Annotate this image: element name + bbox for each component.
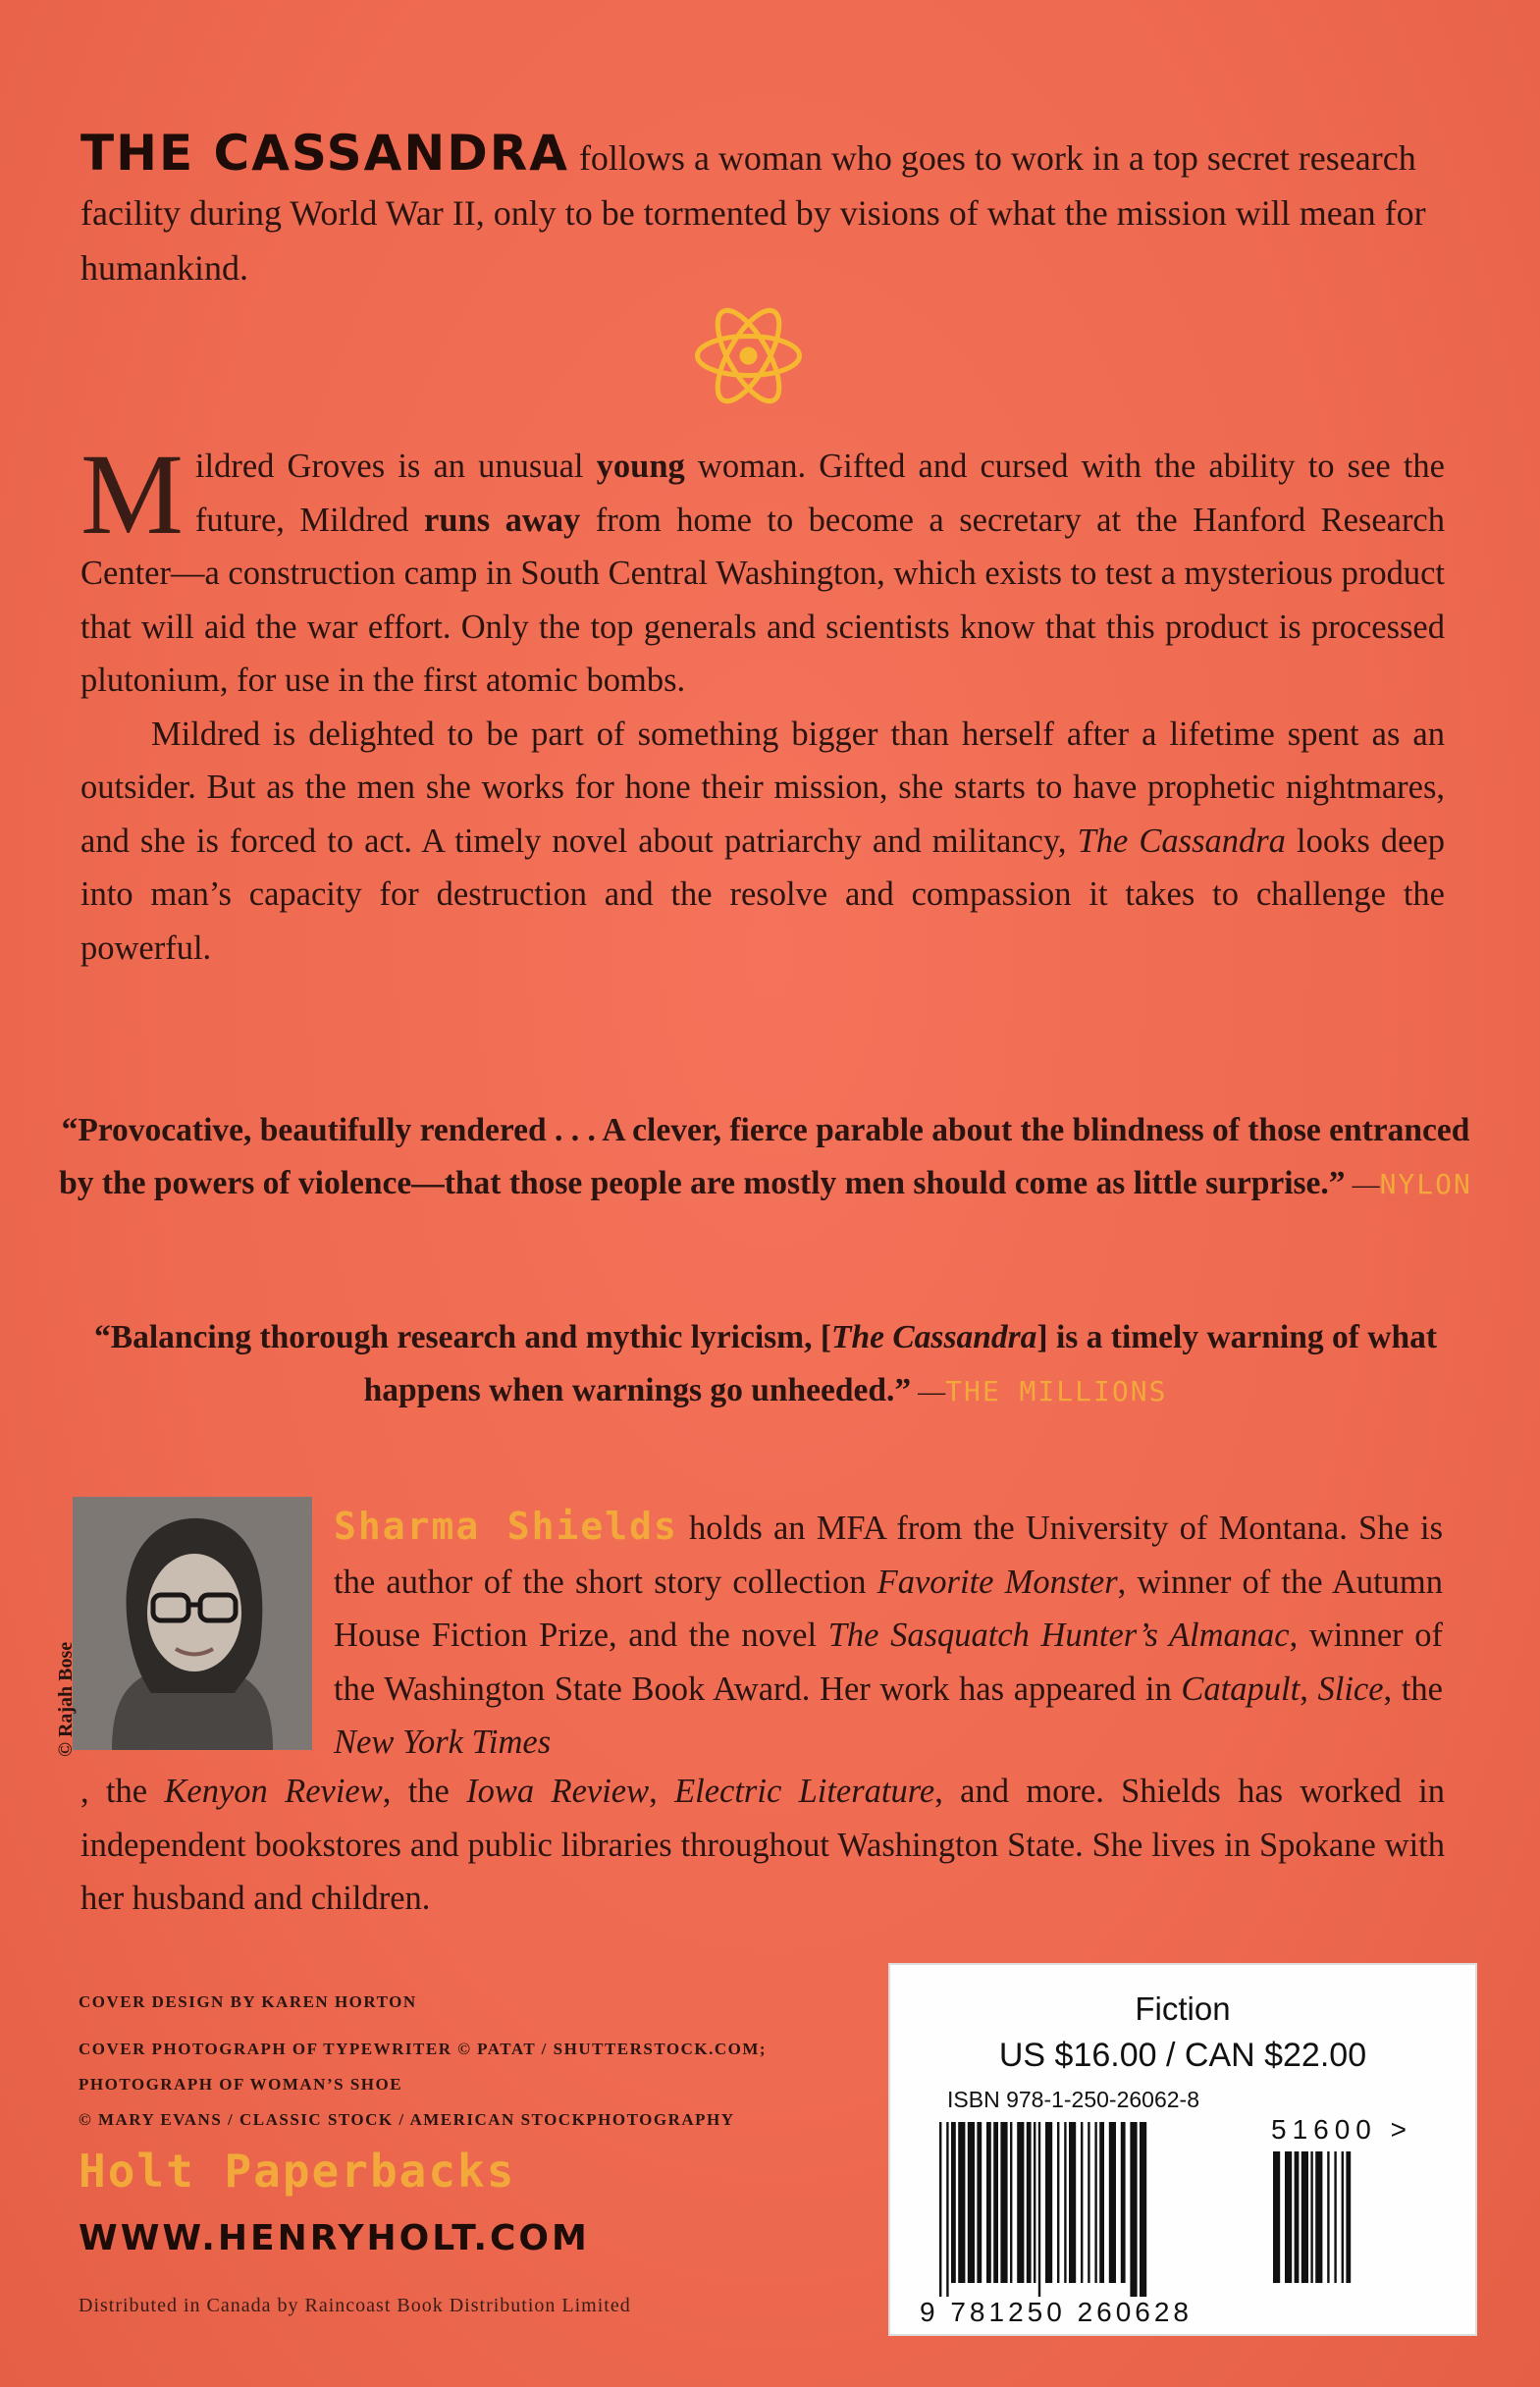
credit-line: © MARY EVANS / CLASSIC STOCK / AMERICAN STOCKPHOTOGRAPHY bbox=[79, 2110, 735, 2129]
intro-text: follows a woman who goes to work in a top secret research facility during World War II, only to be tormented by visions of what the mission will mean for humankind. bbox=[80, 138, 1426, 288]
barcode-bar bbox=[1010, 2122, 1012, 2283]
barcode-bar bbox=[968, 2122, 975, 2283]
barcode-bar bbox=[977, 2122, 982, 2283]
barcode-number: 9 781250 260628 bbox=[920, 2297, 1193, 2327]
barcode-bar bbox=[939, 2122, 941, 2297]
synopsis bbox=[80, 430, 1445, 975]
ean-barcode bbox=[939, 2122, 1253, 2297]
barcode-bar bbox=[1140, 2122, 1146, 2297]
barcode-bar bbox=[1295, 2151, 1300, 2283]
barcode-bar bbox=[1273, 2151, 1280, 2283]
barcode-bar bbox=[1034, 2122, 1036, 2283]
credit-line: COVER PHOTOGRAPH OF TYPEWRITER © PATAT / SHUTTERSTOCK.COM; bbox=[79, 2040, 768, 2058]
barcode-bar bbox=[1099, 2122, 1104, 2283]
review-quote-1: “Provocative, beautifully rendered . . . A clever, fierce parable about the blindness of those entranced by the powers of violence—that those people are mostly men should come as little surprise.” —NYLON bbox=[59, 1112, 1472, 1201]
barcode-bar bbox=[1000, 2122, 1007, 2283]
atom-icon bbox=[687, 294, 810, 417]
barcode-bar bbox=[1094, 2122, 1096, 2283]
publisher-website[interactable]: WWW.HENRYHOLT.COM bbox=[79, 2218, 590, 2258]
synopsis-paragraph-1: Mildred Groves is an unusual young woman. Gifted and cursed with the ability to see the future, Mildred runs away from home to become a secretary at the Hanford Research Center—a construction camp in South Central Washington, which exists to test a mysterious product that will aid the war effort. Only the top generals and scientists know that this product is processed plutonium, for use in the first atomic bombs. bbox=[80, 430, 1445, 699]
highlight-runs-away: runs away bbox=[424, 501, 581, 539]
barcode-bar bbox=[1346, 2151, 1351, 2283]
quote-source-the-millions: THE MILLIONS bbox=[945, 1375, 1168, 1407]
barcode-bar bbox=[993, 2122, 998, 2283]
price: US $16.00 / CAN $22.00 bbox=[998, 2037, 1367, 2074]
barcode-bar bbox=[1045, 2122, 1052, 2283]
barcode-bar bbox=[1342, 2151, 1344, 2283]
intro-paragraph bbox=[80, 126, 1445, 295]
barcode-bar bbox=[1334, 2151, 1336, 2283]
barcode-bar bbox=[958, 2122, 965, 2283]
barcode-bar bbox=[1121, 2122, 1126, 2283]
author-bio-first-lines: Sharma Shields holds an MFA from the University of Montana. She is the author of the short story collection Favorite Monster, winner of the Autumn House Fiction Prize, and the novel The Sasquatch Hunter’s Almanac, winner of the Washington State Book Award. Her work has appeared in Catapult, Slice, the New York Times bbox=[334, 1505, 1444, 1761]
genre: Fiction bbox=[1135, 1990, 1231, 2027]
publisher-name: Holt Paperbacks bbox=[79, 2145, 516, 2198]
barcode-bar bbox=[1038, 2122, 1040, 2297]
barcode-bar bbox=[986, 2122, 991, 2283]
barcode-bar bbox=[1310, 2151, 1312, 2283]
barcode-bar bbox=[1081, 2122, 1083, 2283]
distribution-note: Distributed in Canada by Raincoast Book Distribution Limited bbox=[79, 2295, 631, 2316]
photo-credit: © Rajah Bose bbox=[55, 1641, 77, 1757]
barcode-bar bbox=[1017, 2122, 1024, 2283]
barcode-bar bbox=[1088, 2122, 1089, 2283]
barcode-bar bbox=[1315, 2151, 1322, 2283]
drop-cap: M bbox=[80, 430, 184, 558]
credit-line: COVER DESIGN BY KAREN HORTON bbox=[79, 1992, 417, 2011]
barcode-bar bbox=[1057, 2122, 1059, 2283]
highlight-young: young bbox=[596, 448, 685, 485]
barcode-bar bbox=[1130, 2122, 1137, 2297]
book-title: THE CASSANDRA bbox=[80, 125, 569, 182]
synopsis-paragraph-2: Mildred is delighted to be part of something bigger than herself after a lifetime spent as an outsider. But as the men she works for hone their mission, she starts to have prophetic nightmares, and she is forced to act. A timely novel about patriarchy and militancy, The Cassandra looks deep into man’s capacity for destruction and the resolve and compassion it takes to challenge the powerful. bbox=[80, 715, 1445, 967]
barcode-bar bbox=[1301, 2151, 1308, 2283]
author-bio-continued: , the Kenyon Review, the Iowa Review, Electric Literature, and more. Shields has worked in independent bookstores and public libraries throughout Washington State. She lives in Spokane with her husband and children. bbox=[80, 1773, 1446, 1917]
cover-credits bbox=[79, 1985, 864, 2138]
isbn: ISBN 978-1-250-26062-8 bbox=[947, 2087, 1199, 2112]
barcode-bar bbox=[1069, 2122, 1076, 2283]
barcode-bar bbox=[1327, 2151, 1329, 2283]
author-name: Sharma Shields bbox=[334, 1505, 678, 1548]
price-addon-code: 51600 > bbox=[1271, 2114, 1412, 2145]
barcode-bar bbox=[1285, 2151, 1292, 2283]
credit-line: PHOTOGRAPH OF WOMAN’S SHOE bbox=[79, 2075, 403, 2094]
barcode-bar bbox=[1064, 2122, 1066, 2283]
barcode-bar bbox=[1109, 2122, 1116, 2283]
addon-barcode bbox=[1273, 2151, 1440, 2297]
barcode-label bbox=[888, 1963, 1477, 2336]
barcode-bar bbox=[951, 2122, 956, 2283]
barcode-bar bbox=[1027, 2122, 1032, 2283]
quote-source-nylon: NYLON bbox=[1379, 1168, 1472, 1200]
barcode-bar bbox=[946, 2122, 948, 2297]
author-photo bbox=[73, 1497, 312, 1750]
review-quote-2: “Balancing thorough research and mythic lyricism, [The Cassandra] is a timely warning of what happens when warnings go unheeded.” —THE MILLIONS bbox=[94, 1319, 1437, 1408]
